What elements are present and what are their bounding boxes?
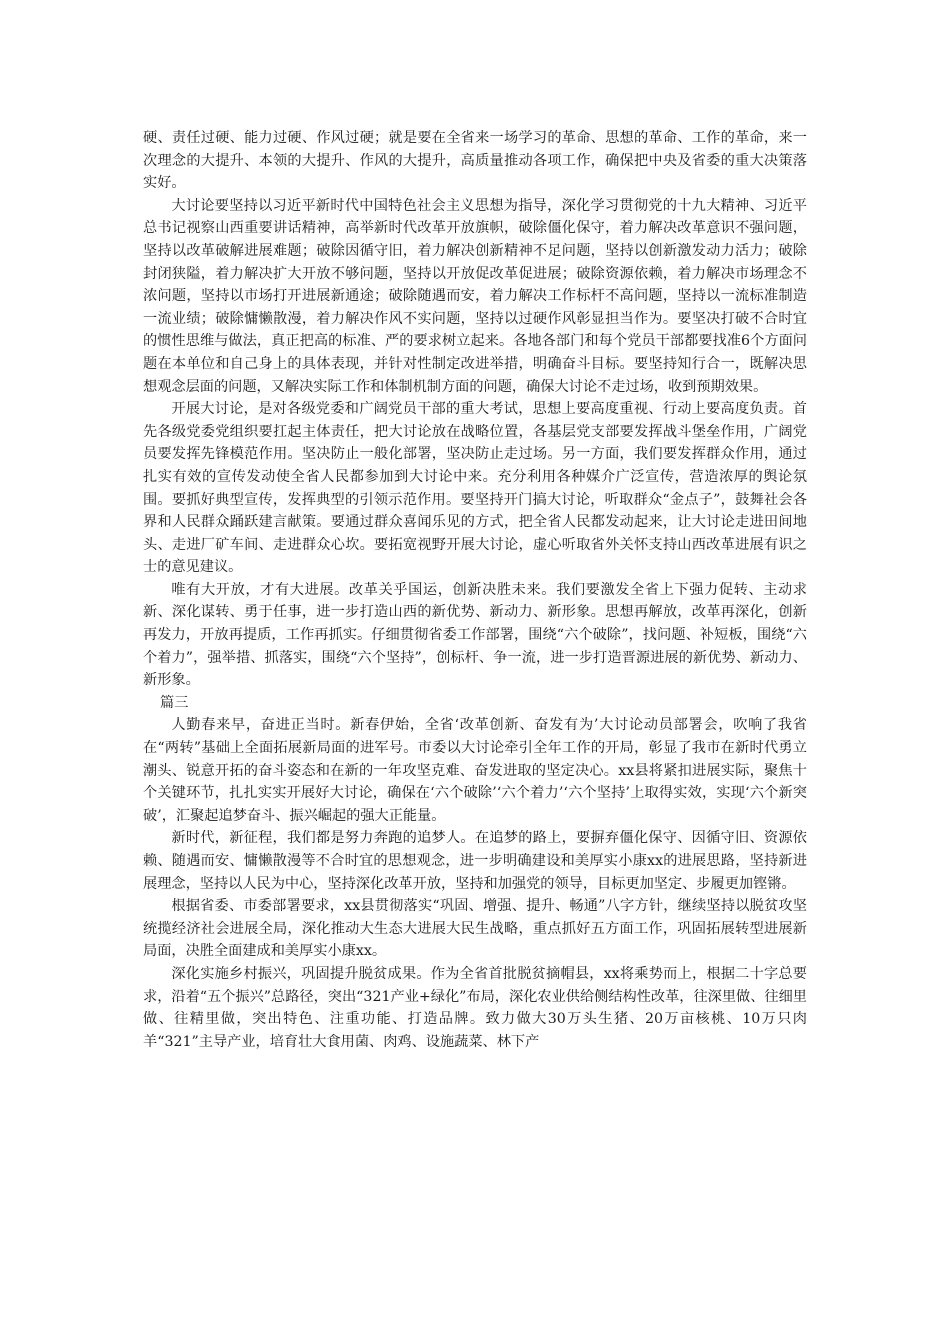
paragraph-5: 人勤春来早，奋进正当时。新春伊始，全省‘改革创新、奋发有为’大讨论动员部署会，吹响了我省在“两转”基础上全面拓展新局面的进军号。市委以大讨论牵引全年工作的开局，彰显了我市在新时代勇立潮头、锐意开拓的奋斗姿态和在新的一年攻坚克难、奋发进取的坚定决心。xx县将紧扣进展实际，聚焦十个关键环节，扎扎实实开展好大讨论，确保在‘六个破除’‘六个着力’‘六个坚持’上取得实效，实现‘六个新突破’，汇聚起追梦奋斗、振兴崛起的强大正能量。 xyxy=(143,717,807,824)
paragraph-6: 新时代，新征程，我们都是努力奔跑的追梦人。在追梦的路上，要摒弃僵化保守、因循守旧、资源依赖、随遇而安、慵懒散漫等不合时宜的思想观念，进一步明确建设和美厚实小康xx的进展思路，坚持新进展理念，坚持以人民为中心，坚持深化改革开放，坚持和加强党的领导，目标更加坚定、步履更加铿锵。 xyxy=(143,830,807,892)
paragraph-2: 大讨论要坚持以习近平新时代中国特色社会主义思想为指导，深化学习贯彻党的十九大精神、习近平总书记视察山西重要讲话精神，高举新时代改革开放旗帜，破除僵化保守，着力解决改革意识不强问题，坚持以改革破解进展难题；破除因循守旧，着力解决创新精神不足问题，坚持以创新激发动力活力；破除封闭狭隘，着力解决扩大开放不够问题，坚持以开放促改革促进展；破除资源依赖，着力解决市场理念不浓问题，坚持以市场打开进展新通途；破除随遇而安，着力解决工作标杆不高问题，坚持以一流标准制造一流业绩；破除慵懒散漫，着力解决作风不实问题，坚持以过硬作风彰显担当作为。要坚决打破不合时宜的惯性思维与做法，真正把高的标准、严的要求树立起来。各地各部门和每个党员干部都要找准6个方面问题在本单位和自己身上的具体表现，并针对性制定改进举措，明确奋斗目标。要坚持知行合一，既解决思想观念层面的问题，又解决实际工作和体制机制方面的问题，确保大讨论不走过场，收到预期效果。 xyxy=(143,197,807,395)
section-heading: 篇三 xyxy=(160,694,189,711)
paragraph-3: 开展大讨论，是对各级党委和广阔党员干部的重大考试，思想上要高度重视、行动上要高度负责。首先各级党委党组织要扛起主体责任，把大讨论放在战略位置，各基层党支部要发挥战斗堡垒作用，广阔党员要发挥先锋模范作用。坚决防止一般化部署，坚决防止走过场。另一方面，我们要发挥群众作用，通过扎实有效的宣传发动使全省人民都参加到大讨论中来。充分利用各种媒介广泛宣传，营造浓厚的舆论氛围。要抓好典型宣传，发挥典型的引领示范作用。要坚持开门搞大讨论，听取群众“金点子”，鼓舞社会各界和人民群众踊跃建言献策。要通过群众喜闻乐见的方式，把全省人民都发动起来，让大讨论走进田间地头、走进厂矿车间、走进群众心坎。要拓宽视野开展大讨论，虚心听取省外关怀支持山西改革进展有识之士的意见建议。 xyxy=(143,401,807,576)
document-body xyxy=(143,127,807,1053)
paragraph-7: 根据省委、市委部署要求，xx县贯彻落实“巩固、增强、提升、畅通”八字方针，继续坚持以脱贫攻坚统揽经济社会进展全局，深化推动大生态大进展大民生战略，重点抓好五方面工作，巩固拓展转型进展新局面，决胜全面建成和美厚实小康xx。 xyxy=(143,898,807,960)
paragraph-4: 唯有大开放，才有大进展。改革关乎国运，创新决胜未来。我们要激发全省上下强力促转、主动求新、深化谋转、勇于任事，进一步打造山西的新优势、新动力、新形象。思想再解放，改革再深化，创新再发力，开放再提质，工作再抓实。仔细贯彻省委工作部署，围绕“六个破除”，找问题、补短板，围绕“六个着力”，强举措、抓落实，围绕“六个坚持”，创标杆、争一流，进一步打造晋源进展的新优势、新动力、新形象。 xyxy=(143,581,807,689)
paragraph-1: 硬、责任过硬、能力过硬、作风过硬；就是要在全省来一场学习的革命、思想的革命、工作的革命，来一次理念的大提升、本领的大提升、作风的大提升，高质量推动各项工作，确保把中央及省委的重大决策落实好。 xyxy=(143,130,807,192)
paragraph-8: 深化实施乡村振兴，巩固提升脱贫成果。作为全省首批脱贫摘帽县，xx将乘势而上，根据二十字总要求，沿着“五个振兴”总路径，突出“321产业+绿化”布局，深化农业供给侧结构性改革，往深里做、往细里做、往精里做，突出特色、注重功能、打造品牌。致力做大30万头生猪、20万亩核桃、10万只肉羊“321”主导产业，培育壮大食用菌、肉鸡、设施蔬菜、林下产 xyxy=(143,965,807,1050)
